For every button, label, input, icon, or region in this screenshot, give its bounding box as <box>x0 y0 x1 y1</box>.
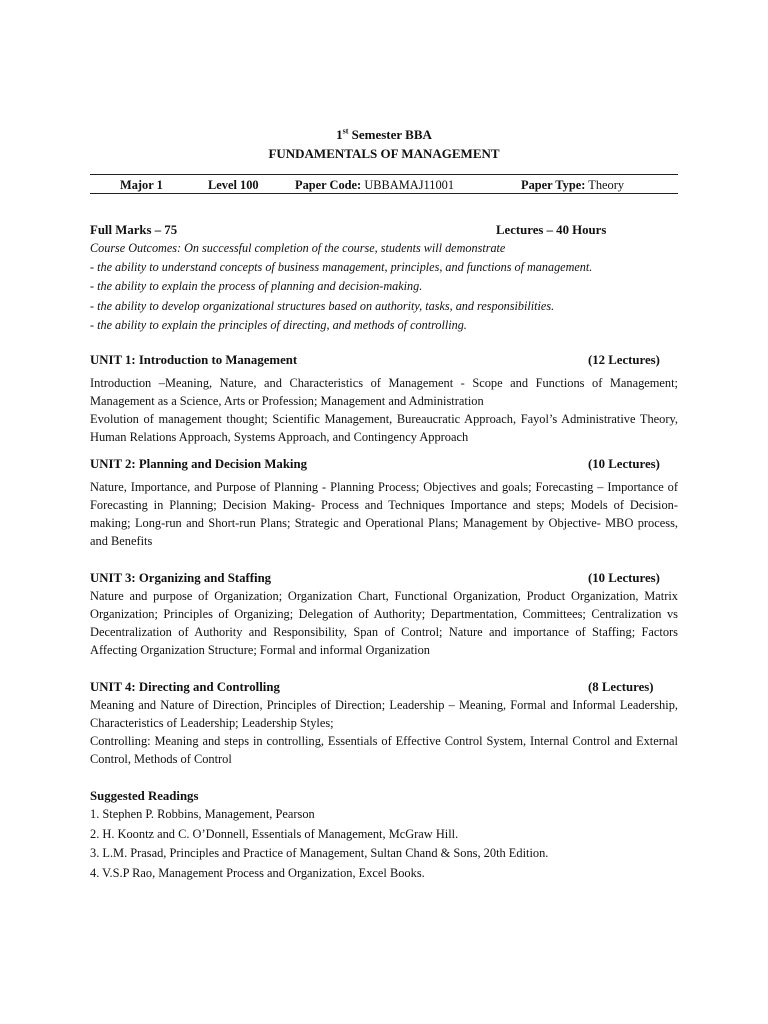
unit-lectures: (10 Lectures) <box>588 457 660 472</box>
outcome-line: - the ability to explain the principles of directing, and methods of controlling. <box>90 317 467 332</box>
unit-lectures: (10 Lectures) <box>588 571 660 586</box>
unit-title: UNIT 3: Organizing and Staffing <box>90 571 272 586</box>
unit-paragraph: Controlling: Meaning and steps in controlling, Essentials of Effective Control System, Internal Control and External Control, Methods of Control <box>90 734 678 767</box>
unit-paragraph: Nature and purpose of Organization; Organization Chart, Functional Organization, Product Organization, Matrix Organization; Principles of Organizing; Delegation of Authority; Departmentation, Committees; Centralization vs Decentralization of Authority and Responsibility, Span of Control; Nature and importance of Staffing; Factors Affecting Organization Structure; Formal and informal Organization <box>90 589 678 658</box>
full-marks: Full Marks – 75 <box>90 223 178 237</box>
paper-code: Paper Code: UBBAMAJ11001 <box>295 178 455 192</box>
reading-item: 2. H. Koontz and C. O’Donnell, Essentials of Management, McGraw Hill. <box>90 826 459 841</box>
unit-lectures: (8 Lectures) <box>588 680 654 695</box>
unit-title: UNIT 2: Planning and Decision Making <box>90 457 308 472</box>
course-title: FUNDAMENTALS OF MANAGEMENT <box>268 146 500 161</box>
unit-paragraph: Introduction –Meaning, Nature, and Characteristics of Management - Scope and Functions of Management; Management as a Science, Arts or Profession; Management and Administration <box>90 376 678 409</box>
paper-meta-row <box>90 174 678 194</box>
marks-row <box>90 221 678 239</box>
unit-paragraph: Meaning and Nature of Direction, Principles of Direction; Leadership – Meaning, Formal and Informal Leadership, Characteristics of Leadership; Leadership Styles; <box>90 698 678 731</box>
outcome-line: - the ability to explain the process of planning and decision-making. <box>90 279 423 294</box>
semester-superscript: st <box>342 126 349 136</box>
unit-paragraph: Nature, Importance, and Purpose of Planning - Planning Process; Objectives and goals; Forecasting – Importance of Forecasting in Planning; Decision Making- Process and Techniques Importance and steps; Models of Decision-making; Long-run and Short-run Plans; Strategic and Operational Plans; Management by Objective- MBO process, and Benefits <box>90 480 678 549</box>
reading-item: 4. V.S.P Rao, Management Process and Organization, Excel Books. <box>90 865 425 880</box>
course-outcomes <box>90 239 678 335</box>
unit-3-heading <box>90 569 678 587</box>
unit-paragraph: Evolution of management thought; Scientific Management, Bureaucratic Approach, Fayol’s Administrative Theory, Human Relations Approach, Systems Approach, and Contingency Approach <box>90 412 678 445</box>
semester-heading <box>90 126 678 144</box>
unit-2-heading <box>90 455 678 473</box>
outcome-line: - the ability to develop organizational structures based on authority, tasks, and responsibilities. <box>90 298 555 313</box>
syllabus-page <box>90 126 678 883</box>
outcome-line: Course Outcomes: On successful completion of the course, students will demonstrate <box>90 241 506 255</box>
paper-type: Paper Type: Theory <box>521 178 625 192</box>
readings-heading: Suggested Readings <box>90 789 199 804</box>
unit-lectures: (12 Lectures) <box>588 353 660 368</box>
semester-number: 1 <box>336 127 343 142</box>
major-label: Major 1 <box>120 178 163 192</box>
level-label: Level 100 <box>208 178 259 192</box>
unit-title: UNIT 1: Introduction to Management <box>90 353 298 368</box>
unit-4-heading <box>90 678 678 696</box>
semester-text: Semester BBA <box>348 127 432 142</box>
unit-title: UNIT 4: Directing and Controlling <box>90 680 280 695</box>
reading-item: 3. L.M. Prasad, Principles and Practice of Management, Sultan Chand & Sons, 20th Edition. <box>90 846 549 861</box>
reading-item: 1. Stephen P. Robbins, Management, Pearson <box>90 807 315 822</box>
unit-1-heading <box>90 351 678 369</box>
outcome-line: - the ability to understand concepts of business management, principles, and functions of management. <box>90 260 593 275</box>
lecture-hours: Lectures – 40 Hours <box>496 223 607 237</box>
